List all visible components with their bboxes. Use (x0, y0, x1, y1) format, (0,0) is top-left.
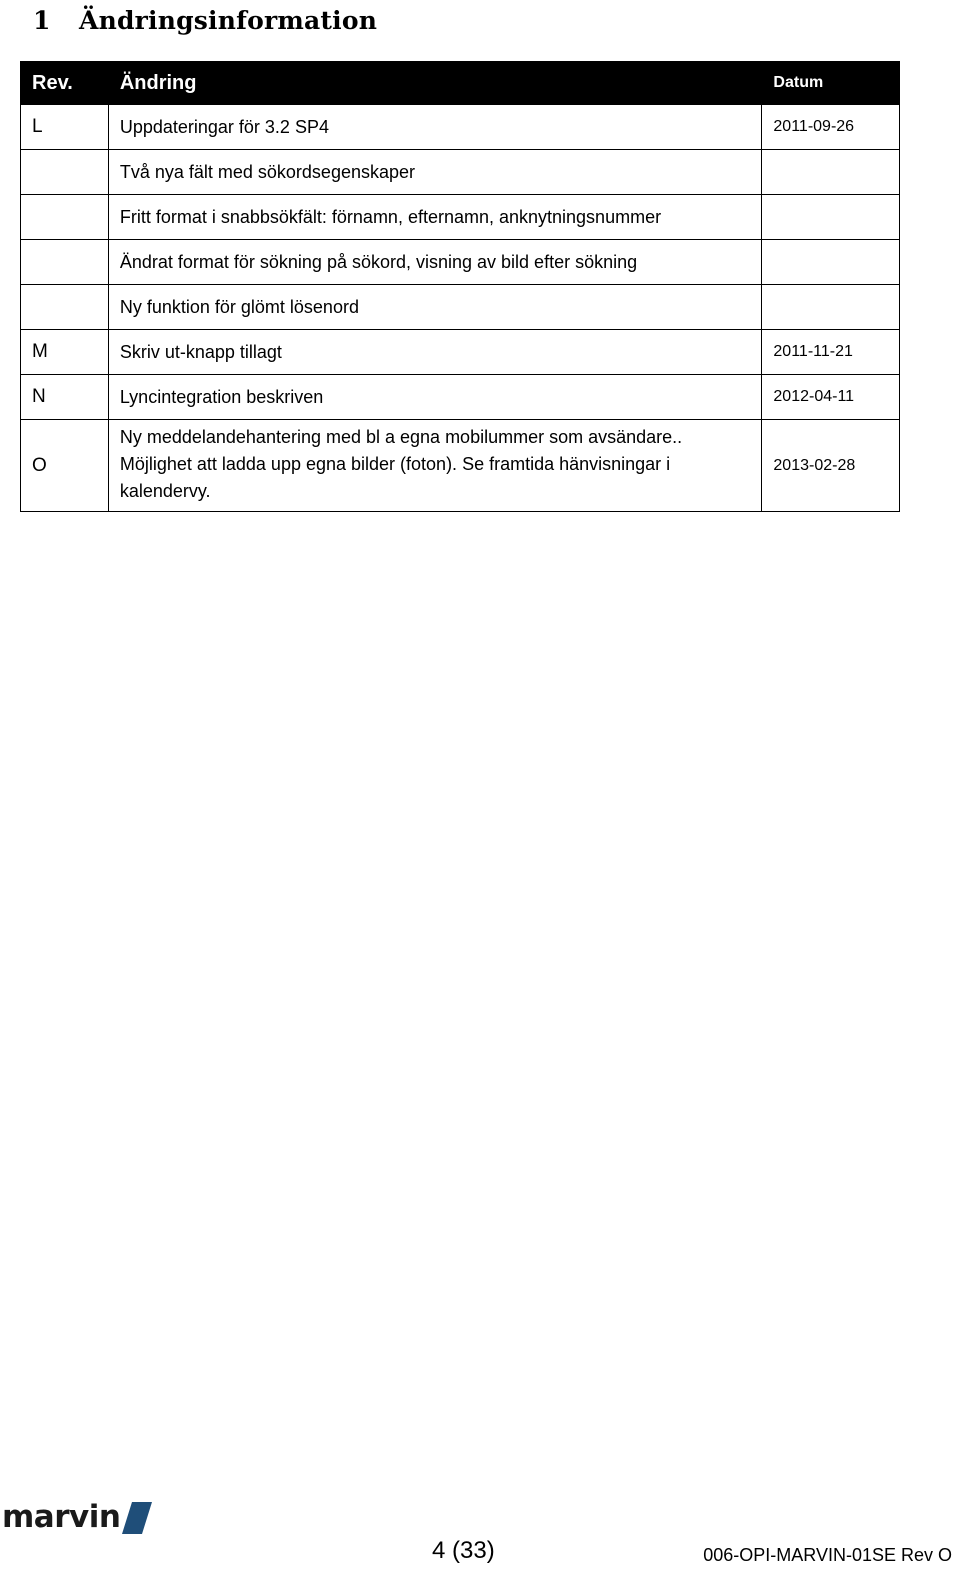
table-row (21, 240, 900, 285)
change-line: Möjlighet att ladda upp egna bilder (foton). Se framtida hänvisningar i (119, 454, 671, 474)
change-line: kalendervy. (119, 481, 211, 501)
table-row (21, 105, 900, 150)
cell-change (108, 375, 762, 420)
page-number: 4 (33) (432, 1537, 495, 1564)
change-line: Skriv ut-knapp tillagt (119, 341, 282, 362)
cell-date: 2011-09-26 (762, 105, 900, 150)
cell-change (108, 105, 762, 150)
cell-change (108, 285, 762, 330)
cell-date (762, 240, 900, 285)
cell-rev (21, 195, 109, 240)
cell-change (108, 240, 762, 285)
cell-rev: N (21, 375, 109, 420)
change-line: Uppdateringar för 3.2 SP4 (119, 116, 329, 137)
cell-change (108, 150, 762, 195)
cell-rev: L (21, 105, 109, 150)
table-row (21, 195, 900, 240)
table-row (21, 150, 900, 195)
cell-date: 2013-02-28 (762, 420, 900, 512)
change-line: Ändrat format för sökning på sökord, visning av bild efter sökning (119, 251, 638, 272)
table-row (21, 375, 900, 420)
cell-change (108, 330, 762, 375)
revision-table-body (21, 105, 900, 512)
header-rev: Rev. (21, 62, 109, 105)
section-heading (33, 0, 377, 40)
cell-rev (21, 150, 109, 195)
change-line: Ny meddelandehantering med bl a egna mobilummer som avsändare.. (119, 427, 683, 447)
header-change: Ändring (108, 62, 762, 105)
cell-rev (21, 240, 109, 285)
cell-rev (21, 285, 109, 330)
cell-rev: M (21, 330, 109, 375)
cell-change (108, 195, 762, 240)
cell-date (762, 150, 900, 195)
cell-date (762, 195, 900, 240)
cell-date (762, 285, 900, 330)
header-date: Datum (762, 62, 900, 105)
change-line: Ny funktion för glömt lösenord (119, 296, 359, 317)
section-title: Ändringsinformation (79, 5, 378, 35)
cell-rev: O (21, 420, 109, 512)
logo-slash-icon (122, 1502, 152, 1534)
cell-date: 2011-11-21 (762, 330, 900, 375)
change-line: Lyncintegration beskriven (119, 386, 324, 407)
cell-change (108, 420, 762, 512)
section-number: 1 (33, 5, 51, 35)
change-line: Två nya fält med sökordsegenskaper (119, 161, 415, 182)
table-row (21, 420, 900, 512)
change-line: Fritt format i snabbsökfält: förnamn, efternamn, anknytningsnummer (119, 206, 662, 227)
revision-table (20, 61, 900, 512)
logo-wordmark: marvin (2, 1499, 121, 1535)
marvin-logo (2, 1500, 152, 1534)
revision-table-header (21, 62, 900, 105)
cell-date: 2012-04-11 (762, 375, 900, 420)
document-id: 006-OPI-MARVIN-01SE Rev O (703, 1545, 952, 1565)
table-row (21, 330, 900, 375)
table-row (21, 285, 900, 330)
